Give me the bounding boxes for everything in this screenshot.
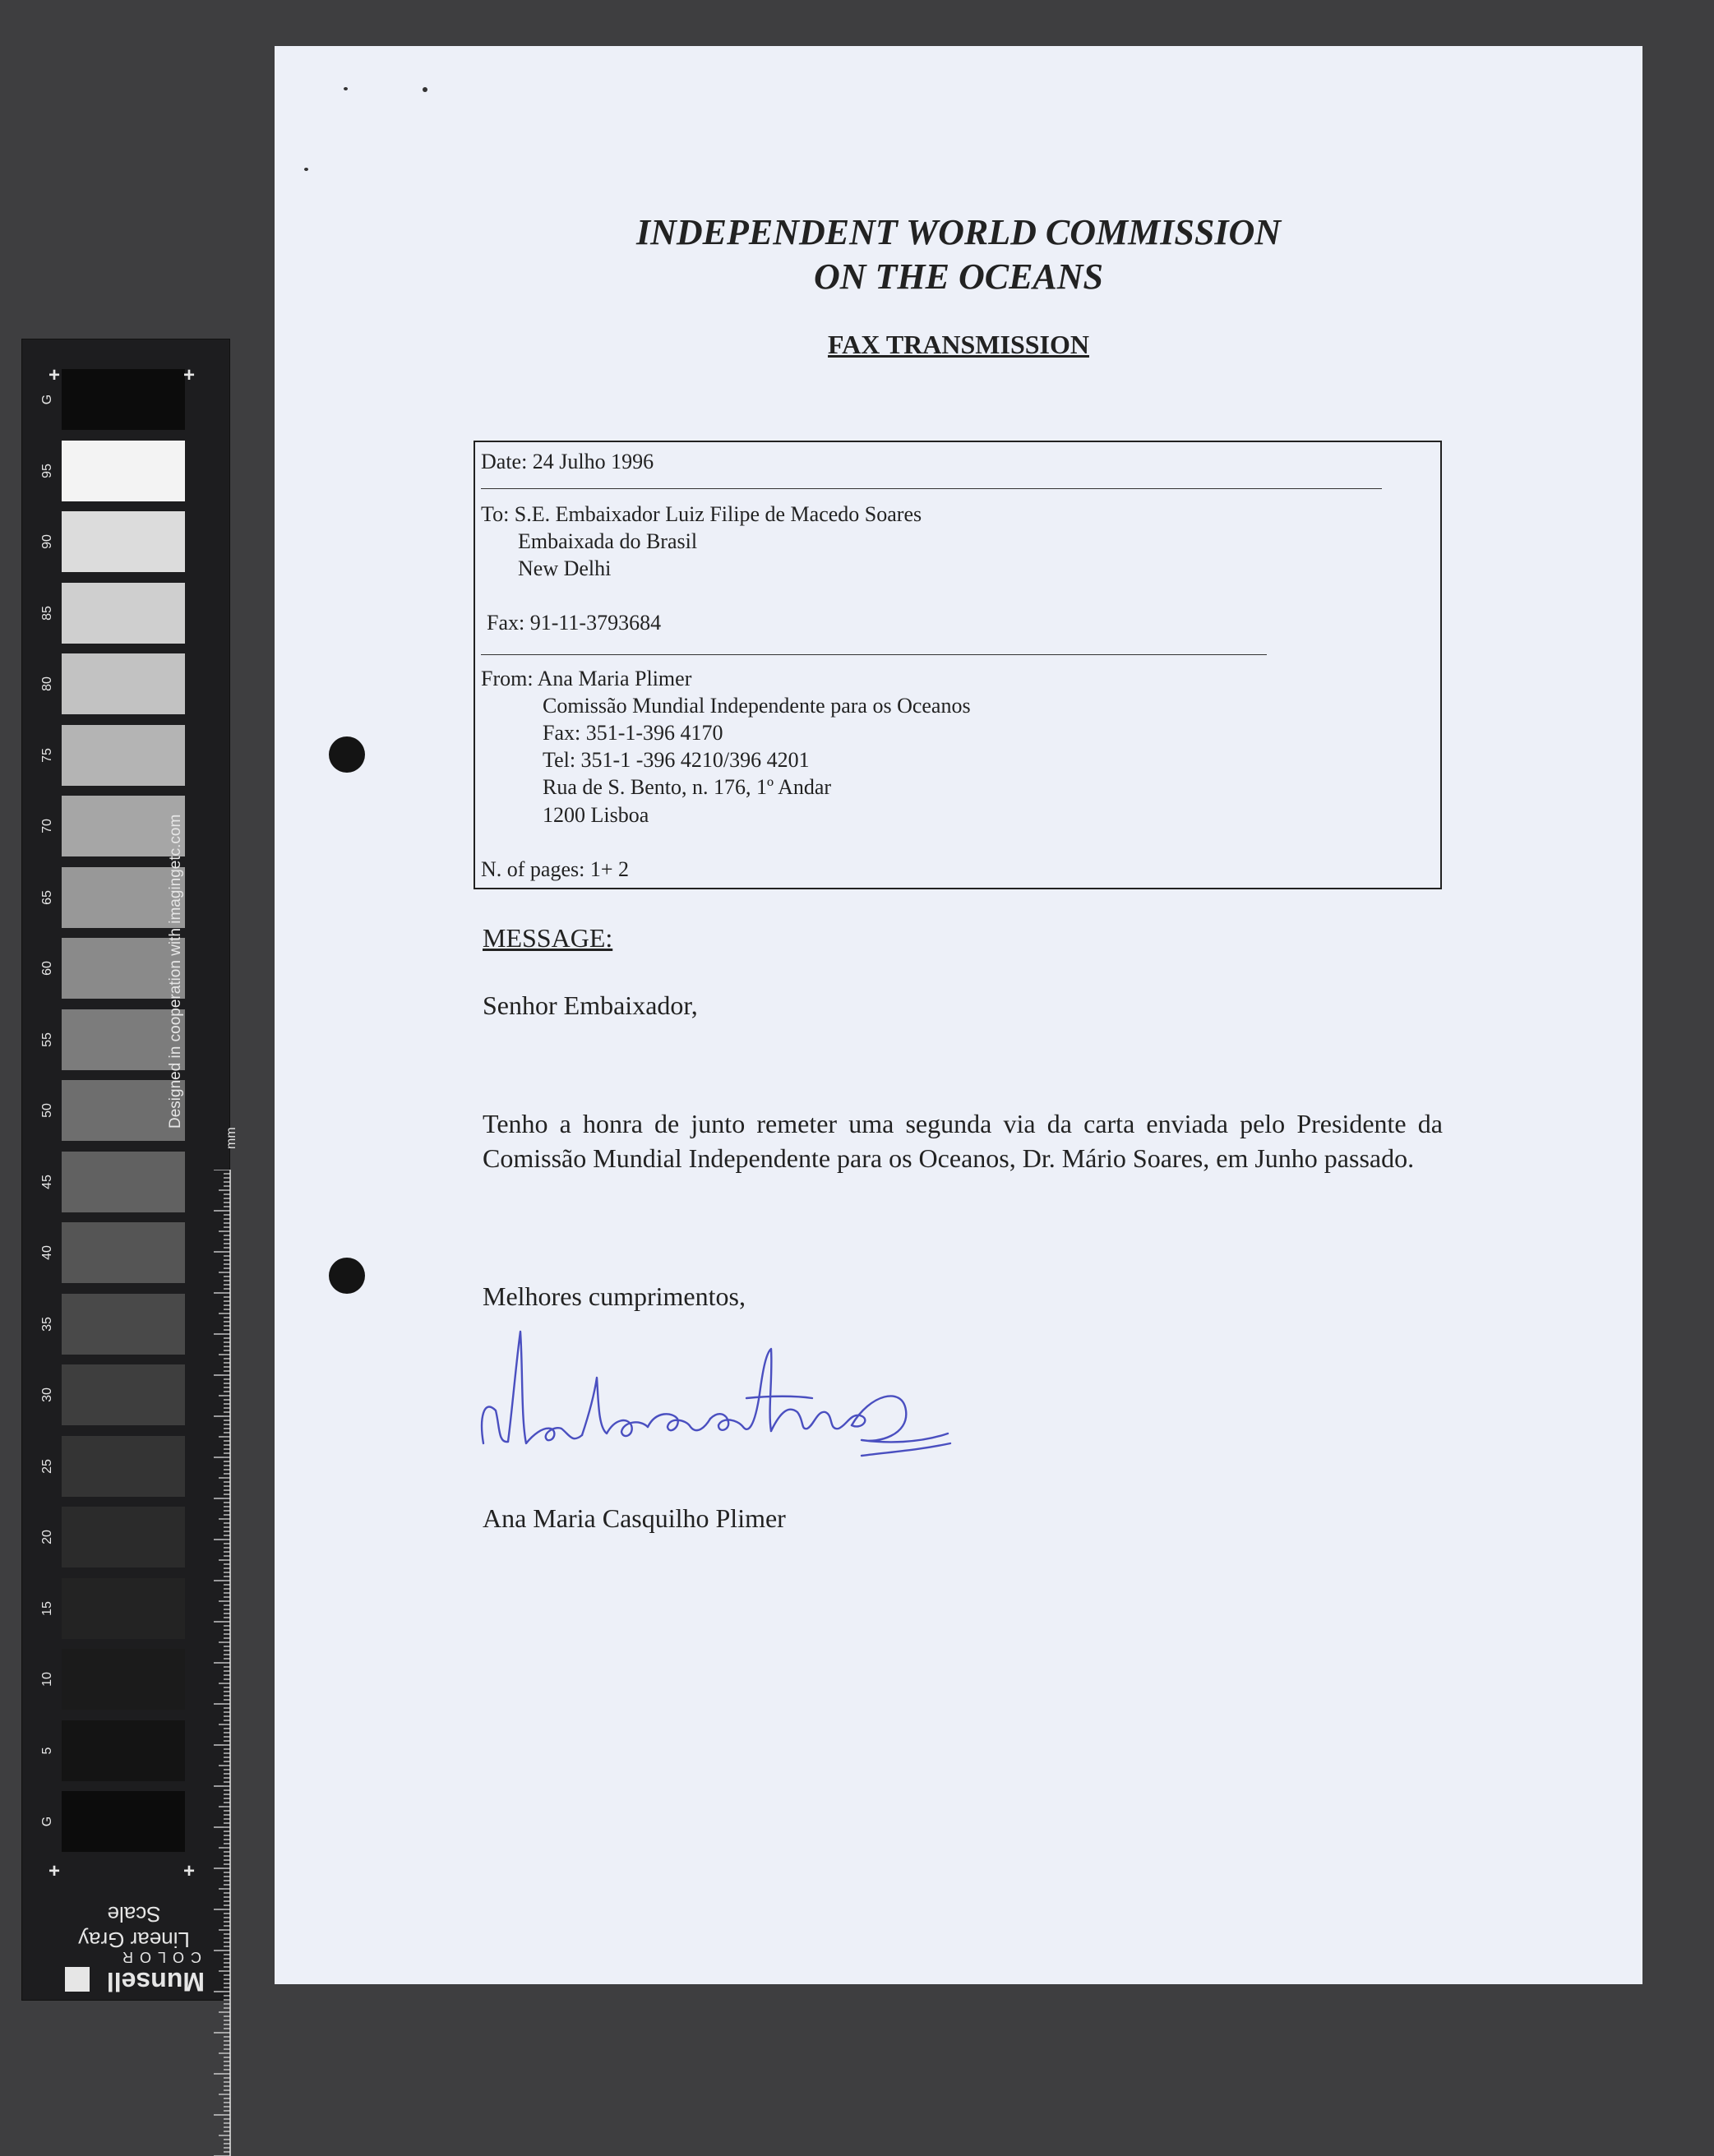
brand-sub: COLOR (115, 1949, 201, 1965)
scale-credit: Designed in cooperation with imagingetc.com (167, 814, 184, 1129)
salutation: Senhor Embaixador, (483, 990, 698, 1020)
gray-patch-label: 20 (40, 1530, 54, 1544)
gray-patch-label: 90 (40, 534, 54, 549)
from-address: Rua de S. Bento, n. 176, 1º Andar (543, 775, 832, 799)
punch-hole (329, 1258, 365, 1294)
to-recipient: To: S.E. Embaixador Luiz Filipe de Macedo Soares (481, 502, 922, 526)
gray-patch (62, 511, 185, 572)
gray-patch-label: 25 (40, 1458, 54, 1474)
commission-heading (275, 210, 1642, 299)
speck (304, 168, 308, 171)
gray-patch-label: 50 (40, 1103, 54, 1118)
gray-patch (62, 1436, 185, 1497)
page-count: N. of pages: 1+ 2 (481, 857, 630, 881)
fax-header-box (474, 441, 1442, 889)
registration-mark: + (183, 1860, 196, 1882)
divider-line (481, 654, 1267, 655)
registration-mark: + (49, 364, 61, 386)
gray-patch (62, 1507, 185, 1567)
gray-patch-label: 85 (40, 605, 54, 621)
gray-patch-label: 60 (40, 961, 54, 976)
gray-patch-label: 35 (40, 1316, 54, 1332)
punch-hole (329, 736, 365, 773)
gray-patch-label: 15 (40, 1600, 54, 1616)
gray-patch (62, 1294, 185, 1355)
scale-mm-label: mm (224, 1127, 238, 1149)
gray-patch (62, 1578, 185, 1639)
gray-patch-label: 70 (40, 819, 54, 833)
gray-patch-label: 80 (40, 676, 54, 691)
to-organization: Embaixada do Brasil (518, 529, 698, 553)
gray-patch (62, 1649, 185, 1710)
gray-patch-label: 65 (40, 889, 54, 905)
from-tel: Tel: 351-1 -396 4210/396 4201 (543, 748, 810, 772)
gray-patch (62, 1222, 185, 1283)
gray-patch (62, 369, 185, 430)
munsell-logo (65, 1939, 205, 1997)
gray-patch-label: 45 (40, 1174, 54, 1189)
from-sender: From: Ana Maria Plimer (481, 667, 692, 690)
gray-patch (62, 441, 185, 501)
gray-patch (62, 653, 185, 714)
gray-patch-label: 95 (40, 463, 54, 478)
gray-patch (62, 1152, 185, 1212)
handwritten-signature (475, 1320, 952, 1484)
gray-patch (62, 1364, 185, 1425)
speck (423, 87, 427, 92)
to-fax: Fax: 91-11-3793684 (487, 611, 662, 635)
gray-patch-label: 40 (40, 1245, 54, 1260)
to-city: New Delhi (518, 556, 612, 580)
mm-ruler (213, 1170, 231, 2156)
gray-patch-label: G (40, 1816, 54, 1827)
closing: Melhores cumprimentos, (483, 1281, 746, 1311)
from-organization: Comissão Mundial Independente para os Oceanos (543, 694, 971, 718)
fax-date: Date: 24 Julho 1996 (481, 450, 654, 473)
gray-patch (62, 1720, 185, 1781)
gray-patch (62, 583, 185, 644)
message-paragraph: Tenho a honra de junto remeter uma segunda via da carta enviada pelo Presidente da Comissão Mundial Independente para os Oceanos, Dr. Mário Soares, em Junho passado. (483, 1109, 1443, 1173)
fax-title: FAX TRANSMISSION (828, 330, 1089, 359)
divider-line (481, 488, 1382, 489)
heading-line-1: INDEPENDENT WORLD COMMISSION (635, 212, 1281, 252)
gray-patch-label: 30 (40, 1387, 54, 1402)
registration-mark: + (183, 364, 196, 386)
message-label: MESSAGE: (483, 923, 613, 953)
from-city: 1200 Lisboa (543, 803, 649, 827)
gray-patch-label: 75 (40, 747, 54, 763)
gray-patch-label: G (40, 394, 54, 405)
gray-patch-label: 10 (40, 1672, 54, 1687)
registration-mark: + (49, 1860, 61, 1882)
signer-name: Ana Maria Casquilho Plimer (483, 1503, 786, 1533)
grid-logo-icon (65, 1967, 90, 1992)
gray-patch-label: 5 (40, 1747, 54, 1754)
scale-title: Linear Gray Scale (78, 1902, 190, 1952)
heading-line-2: ON THE OCEANS (813, 256, 1104, 297)
fax-page (275, 46, 1642, 1984)
brand-name: Munsell (106, 1967, 205, 1997)
gray-patch (62, 1791, 185, 1852)
gray-patch-label: 55 (40, 1032, 54, 1047)
speck (344, 87, 348, 90)
from-fax: Fax: 351-1-396 4170 (543, 721, 723, 745)
gray-scale-card (21, 339, 238, 2001)
